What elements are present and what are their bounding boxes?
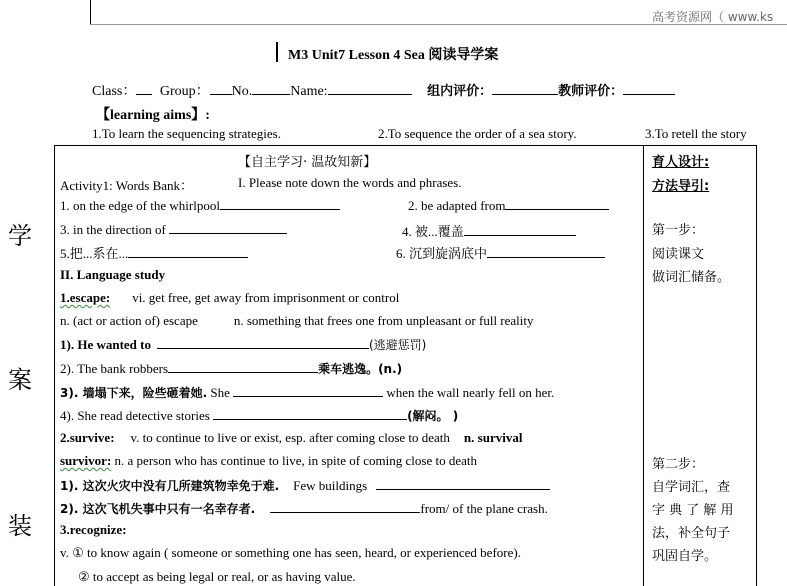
survive-line [60, 430, 522, 446]
escape-ex-4-hint: (解闷。 ) [407, 409, 459, 423]
group-eval-label: 组内评价： [427, 84, 493, 99]
word-2-blank[interactable] [505, 197, 609, 210]
table-top-rule [54, 145, 756, 146]
language-study-heading: II. Language study [60, 267, 166, 282]
aim-1: 1.To learn the sequencing strategies. [92, 126, 281, 141]
escape-word: 1.escape: [60, 290, 111, 305]
step1-line-2: 做词汇储备。 [652, 270, 731, 285]
recognize-def-1: v. ① to know again ( someone or something one has seen, heard, or experienced before). [60, 545, 521, 560]
escape-ex-2 [60, 360, 402, 377]
sidebar-heading-2: 方法导引: [652, 179, 710, 194]
recognize-word: 3.recognize: [60, 522, 127, 537]
escape-ex-3-cn: 3). 墙塌下来，险些砸着她. [60, 386, 208, 400]
escape-ex-2-hint: 乘车逃逸。(n.) [318, 362, 403, 376]
class-label: Class： [92, 84, 137, 99]
escape-line [60, 290, 399, 306]
survive-ex-2-end: from/ of the plane crash. [420, 501, 548, 516]
word-row-3-right [396, 243, 605, 262]
escape-verb-def: vi. get free, get away from imprisonment or control [132, 290, 400, 305]
escape-ex-1-hint: (逃避惩罚) [369, 338, 427, 352]
word-row-2-left [60, 221, 287, 238]
escape-ex-1-text: 1). He wanted to [60, 337, 151, 352]
step1-line-1: 阅读课文 [652, 247, 705, 262]
word-3: 3. in the direction of [60, 222, 166, 237]
word-5-blank[interactable] [128, 245, 248, 258]
word-6-blank[interactable] [487, 245, 605, 258]
survival-word: n. survival [463, 430, 523, 445]
survive-word: 2.survive: [60, 430, 115, 445]
word-row-2-right [402, 221, 576, 240]
aim-2: 2.To sequence the order of a sea story. [378, 126, 577, 141]
page-title: M3 Unit7 Lesson 4 Sea 阅读导学案 [288, 48, 499, 63]
escape-ex-3 [60, 384, 554, 401]
no-label: No. [231, 84, 253, 99]
survive-verb-def: v. to continue to live or exist, esp. after coming close to death [130, 430, 450, 445]
survive-ex-1-en: Few buildings [293, 478, 368, 493]
word-row-3-left [60, 243, 248, 262]
step2-line-3: 法，补全句子 [652, 526, 731, 541]
word-6: 6. 沉到旋涡底中 [396, 246, 488, 261]
step1-title: 第一步： [652, 223, 705, 238]
escape-noun-def-1: n. (act or action of) escape [60, 313, 198, 328]
word-row-1-right [408, 197, 609, 214]
survive-ex-1-blank[interactable] [376, 477, 550, 490]
word-row-1-left [60, 197, 340, 214]
word-2: 2. be adapted from [408, 198, 506, 213]
group-blank[interactable] [210, 82, 232, 95]
group-label: Group： [159, 84, 210, 99]
step2-line-4: 巩固自学。 [652, 549, 718, 564]
survive-ex-2-blank[interactable] [270, 500, 420, 513]
escape-noun-line [60, 313, 534, 329]
survive-ex-2 [60, 500, 548, 517]
escape-ex-2-text: 2). The bank robbers [60, 361, 169, 376]
aims-heading: 【learning aims】: [96, 108, 210, 123]
escape-ex-2-blank[interactable] [168, 360, 318, 373]
aim-3: 3.To retell the story [645, 126, 747, 141]
escape-ex-3-end: when the wall nearly fell on her. [386, 385, 555, 400]
activity1-instruction: I. Please note down the words and phrases. [238, 175, 462, 190]
table-divider [643, 145, 644, 586]
survive-ex-1-cn: 1). 这次火灾中没有几所建筑物幸免于难. [60, 479, 280, 493]
title-bar-mark [276, 42, 278, 62]
survive-ex-2-cn: 2). 这次飞机失事中只有一名幸存者. [60, 502, 256, 516]
class-line [92, 80, 675, 100]
word-4-blank[interactable] [464, 223, 576, 236]
table-left-rule [54, 145, 55, 586]
word-3-blank[interactable] [169, 221, 287, 234]
survivor-line [60, 453, 477, 469]
self-study-heading: 【自主学习· 温故知新】 [238, 155, 377, 170]
step2-title: 第二步： [652, 457, 705, 472]
no-blank[interactable] [252, 82, 290, 95]
escape-ex-3-blank[interactable] [233, 384, 383, 397]
escape-ex-1 [60, 336, 426, 353]
survivor-word: survivor: [60, 453, 112, 468]
word-4: 4. 被...覆盖 [402, 224, 464, 239]
word-5: 5.把...系在... [60, 246, 129, 261]
escape-ex-1-blank[interactable] [157, 336, 369, 349]
teacher-eval-label: 教师评价： [558, 84, 624, 99]
table-right-rule [756, 145, 757, 586]
survivor-def: n. a person who has continue to live, in spite of coming close to death [114, 453, 478, 468]
word-1: 1. on the edge of the whirlpool [60, 198, 220, 213]
escape-ex-4-blank[interactable] [213, 407, 407, 420]
side-label-1: 学 [8, 222, 32, 250]
class-blank[interactable] [136, 82, 152, 95]
name-blank[interactable] [328, 82, 412, 95]
teacher-eval-blank[interactable] [623, 82, 675, 95]
sidebar-heading-1: 育人设计: [652, 155, 710, 170]
escape-noun-def-2: n. something that frees one from unpleasant or full reality [233, 313, 534, 328]
step2-line-1: 自学词汇，查 [652, 480, 731, 495]
survive-ex-1 [60, 477, 550, 494]
side-label-3: 装 [8, 512, 32, 540]
group-eval-blank[interactable] [492, 82, 558, 95]
step2-line-2: 字 典 了 解 用 [652, 503, 734, 518]
header-site: 高考资源网（ www.ks [652, 10, 774, 24]
side-label-2: 案 [8, 366, 32, 394]
escape-ex-4 [60, 407, 458, 424]
escape-ex-4-text: 4). She read detective stories [60, 408, 210, 423]
activity1-title: Activity1: Words Bank： [60, 178, 194, 193]
recognize-def-2: ② to accept as being legal or real, or as having value. [78, 569, 356, 584]
word-1-blank[interactable] [220, 197, 340, 210]
name-label: Name: [290, 84, 328, 99]
header-left-rule [90, 0, 91, 24]
escape-ex-3-she: She [210, 385, 230, 400]
